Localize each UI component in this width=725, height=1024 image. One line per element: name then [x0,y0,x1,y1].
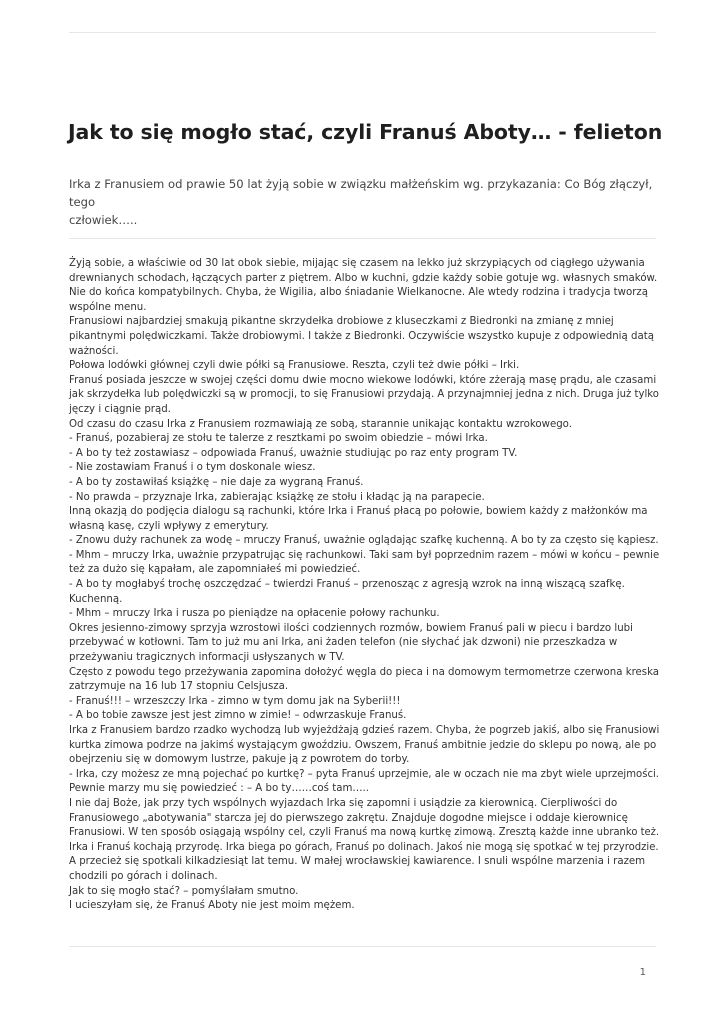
body-line: jęczy i ciągnie prąd. [69,403,171,415]
body-line: Inną okazją do podjęcia dialogu są rachunki, które Irka i Franuś płacą po połowie, bowiem każdy z małżonków ma [69,506,648,518]
body-line: też za dużo się kąpałam, ale zapomniałeś mi powiedzieć. [69,564,361,576]
body-line: ważności. [69,345,119,357]
body-line: Franusiowi najbardziej smakują pikantne skrzydełka drobiowe z kluseczkami z Biedronki na zmianę z mniej [69,316,614,328]
body-line: I ucieszyłam się, że Franuś Aboty nie jest moim mężem. [69,900,355,912]
body-line: przebywać w kotłowni. Tam to już mu ani Irka, ani żaden telefon (nie słychać jak dzwoni) nie przeszkadza w [69,637,618,649]
body-line: obejrzeniu się w domowym lustrze, pakuje ją z powrotem do torby. [69,754,410,766]
body-line: - Irka, czy możesz ze mną pojechać po kurtkę? – pyta Franuś uprzejmie, ale w oczach nie ma zbyt wiele uprzejmości. [69,768,660,780]
body-line: - A bo tobie zawsze jest jest zimno w zimie! – odwrzaskuje Franuś. [69,710,407,722]
body-line: Franusiowego „abotywania" starcza jej do pierwszego zakrętu. Znajduje dogodne miejsce i oddaje kierownicę [69,812,628,824]
lead-line: Irka z Franusiem od prawie 50 lat żyją sobie w związku małżeńskim wg. przykazania: Co Bóg złączył, tego [69,177,653,209]
article-title: Jak to się mogło stać, czyli Franuś Aboty… - felieton [68,120,663,144]
body-line: Okres jesienno-zimowy sprzyja wzrostowi ilości codziennych rozmów, bowiem Franuś pali w piecu i bardzo lubi [69,622,633,634]
body-line: przeżywaniu tragicznych informacji usłyszanych w TV. [69,652,345,664]
body-line: - A bo ty mogłabyś trochę oszczędzać – twierdzi Franuś – przenosząc z agresją wzrok na inną wiszącą szafkę. [69,579,625,591]
body-line: Franuś posiada jeszcze w swojej części domu dwie mocno wiekowe lodówki, które zżerają masę prądu, ale czasami [69,374,657,386]
body-line: Nie do końca kompatybilnych. Chyba, że Wigilia, albo śniadanie Wielkanocne. Ale wtedy rodzina i tradycja tworzą [69,287,649,299]
body-line: Franusiowi. W ten sposób osiągają wspólny cel, czyli Franuś ma nową kurtkę zimową. Zresztą każde inne ubranko też. [69,827,660,839]
lead-divider [69,238,656,239]
body-line: jak skrzydełka lub polędwiczki są w promocji, to się Franusiowi przydają. A przynajmniej jedna z nich. Druga już tylko [69,389,659,401]
footer-divider [69,946,656,947]
page-number: 1 [639,967,646,978]
body-line: - A bo ty też zostawiasz – odpowiada Franuś, uważnie studiując po raz enty program TV. [69,447,518,459]
body-line: kurtka zimowa podrze na jakimś wystającym gwoździu. Owszem, Franuś ambitnie jedzie do sklepu po nową, ale po [69,739,657,751]
lead-line: człowiek….. [69,213,138,227]
body-line: Połowa lodówki głównej czyli dwie półki są Franusiowe. Reszta, czyli też dwie półki – Irki. [69,360,520,372]
body-line: pikantnymi polędwiczkami. Także drobiowymi. I także z Biedronki. Oczywiście wszystko kupuje z odpowiednią datą [69,330,654,342]
header-divider [69,32,656,33]
body-line: Kuchenną. [69,593,123,605]
body-line: drewnianych schodach, łączących parter z piętrem. Albo w kuchni, gdzie każdy sobie gotuje wg. własnych smaków. [69,272,658,284]
body-line: Od czasu do czasu Irka z Franusiem rozmawiają ze sobą, starannie unikając kontaktu wzrokowego. [69,418,572,430]
body-line: Irka i Franuś kochają przyrodę. Irka biega po górach, Franuś po dolinach. Jakoś nie mogą się spotkać w tej przyrodzie. [69,841,659,853]
body-line: - Franuś, pozabieraj ze stołu te talerze z resztkami po swoim obiedzie – mówi Irka. [69,433,488,445]
body-line: Irka z Franusiem bardzo rzadko wychodzą lub wyjeżdżają gdzieś razem. Chyba, że pogrzeb jakiś, albo się Franusiowi [69,725,660,736]
body-line: - Mhm – mruczy Irka i rusza po pieniądze na opłacenie połowy rachunku. [69,608,440,620]
body-line: - No prawda – przyznaje Irka, zabierając książkę ze stołu i kładąc ją na parapecie. [69,491,485,503]
body-line: Jak to się mogło stać? – pomyślałam smutno. [69,885,299,897]
body-line: I nie daj Boże, jak przy tych wspólnych wyjazdach Irka się zapomni i usiądzie za kierownicą. Cierpliwości do [69,797,618,809]
body-line: A przecież się spotkali kilkadziesiąt lat temu. W małej wrocławskiej kawiarence. I snuli wspólne marzenia i razem [69,856,646,868]
body-line: Pewnie marzy mu się powiedzieć : – A bo ty……coś tam….. [69,783,370,795]
body-line: - Franuś!!! – wrzeszczy Irka - zimno w tym domu jak na Syberii!!! [69,695,401,707]
body-line: Żyją sobie, a właściwie od 30 lat obok siebie, mijając się czasem na lekko już skrzypiących od ciągłego używania [69,258,645,269]
article-body [69,257,659,914]
body-line: - A bo ty zostawiłaś książkę – nie daje za wygraną Franuś. [69,476,364,488]
body-line: zatrzymuje na 16 lub 17 stopniu Celsjusza. [69,681,289,693]
body-line: - Nie zostawiam Franuś i o tym doskonale wiesz. [69,462,316,474]
article-lead [69,175,659,229]
body-line: - Mhm – mruczy Irka, uważnie przypatrując się rachunkowi. Taki sam był poprzednim razem – mówi w końcu – pewnie [69,549,660,561]
body-line: własną kasę, czyli wpływy z emerytury. [69,520,269,532]
body-line: chodzili po górach i dolinach. [69,870,218,882]
body-line: Często z powodu tego przeżywania zapomina dołożyć węgla do pieca i na domowym termometrze czerwona kreska [69,666,660,678]
body-line: - Znowu duży rachunek za wodę – mruczy Franuś, uważnie oglądając szafkę kuchenną. A bo ty za często się kąpiesz. [69,535,659,547]
body-line: wspólne menu. [69,301,147,313]
